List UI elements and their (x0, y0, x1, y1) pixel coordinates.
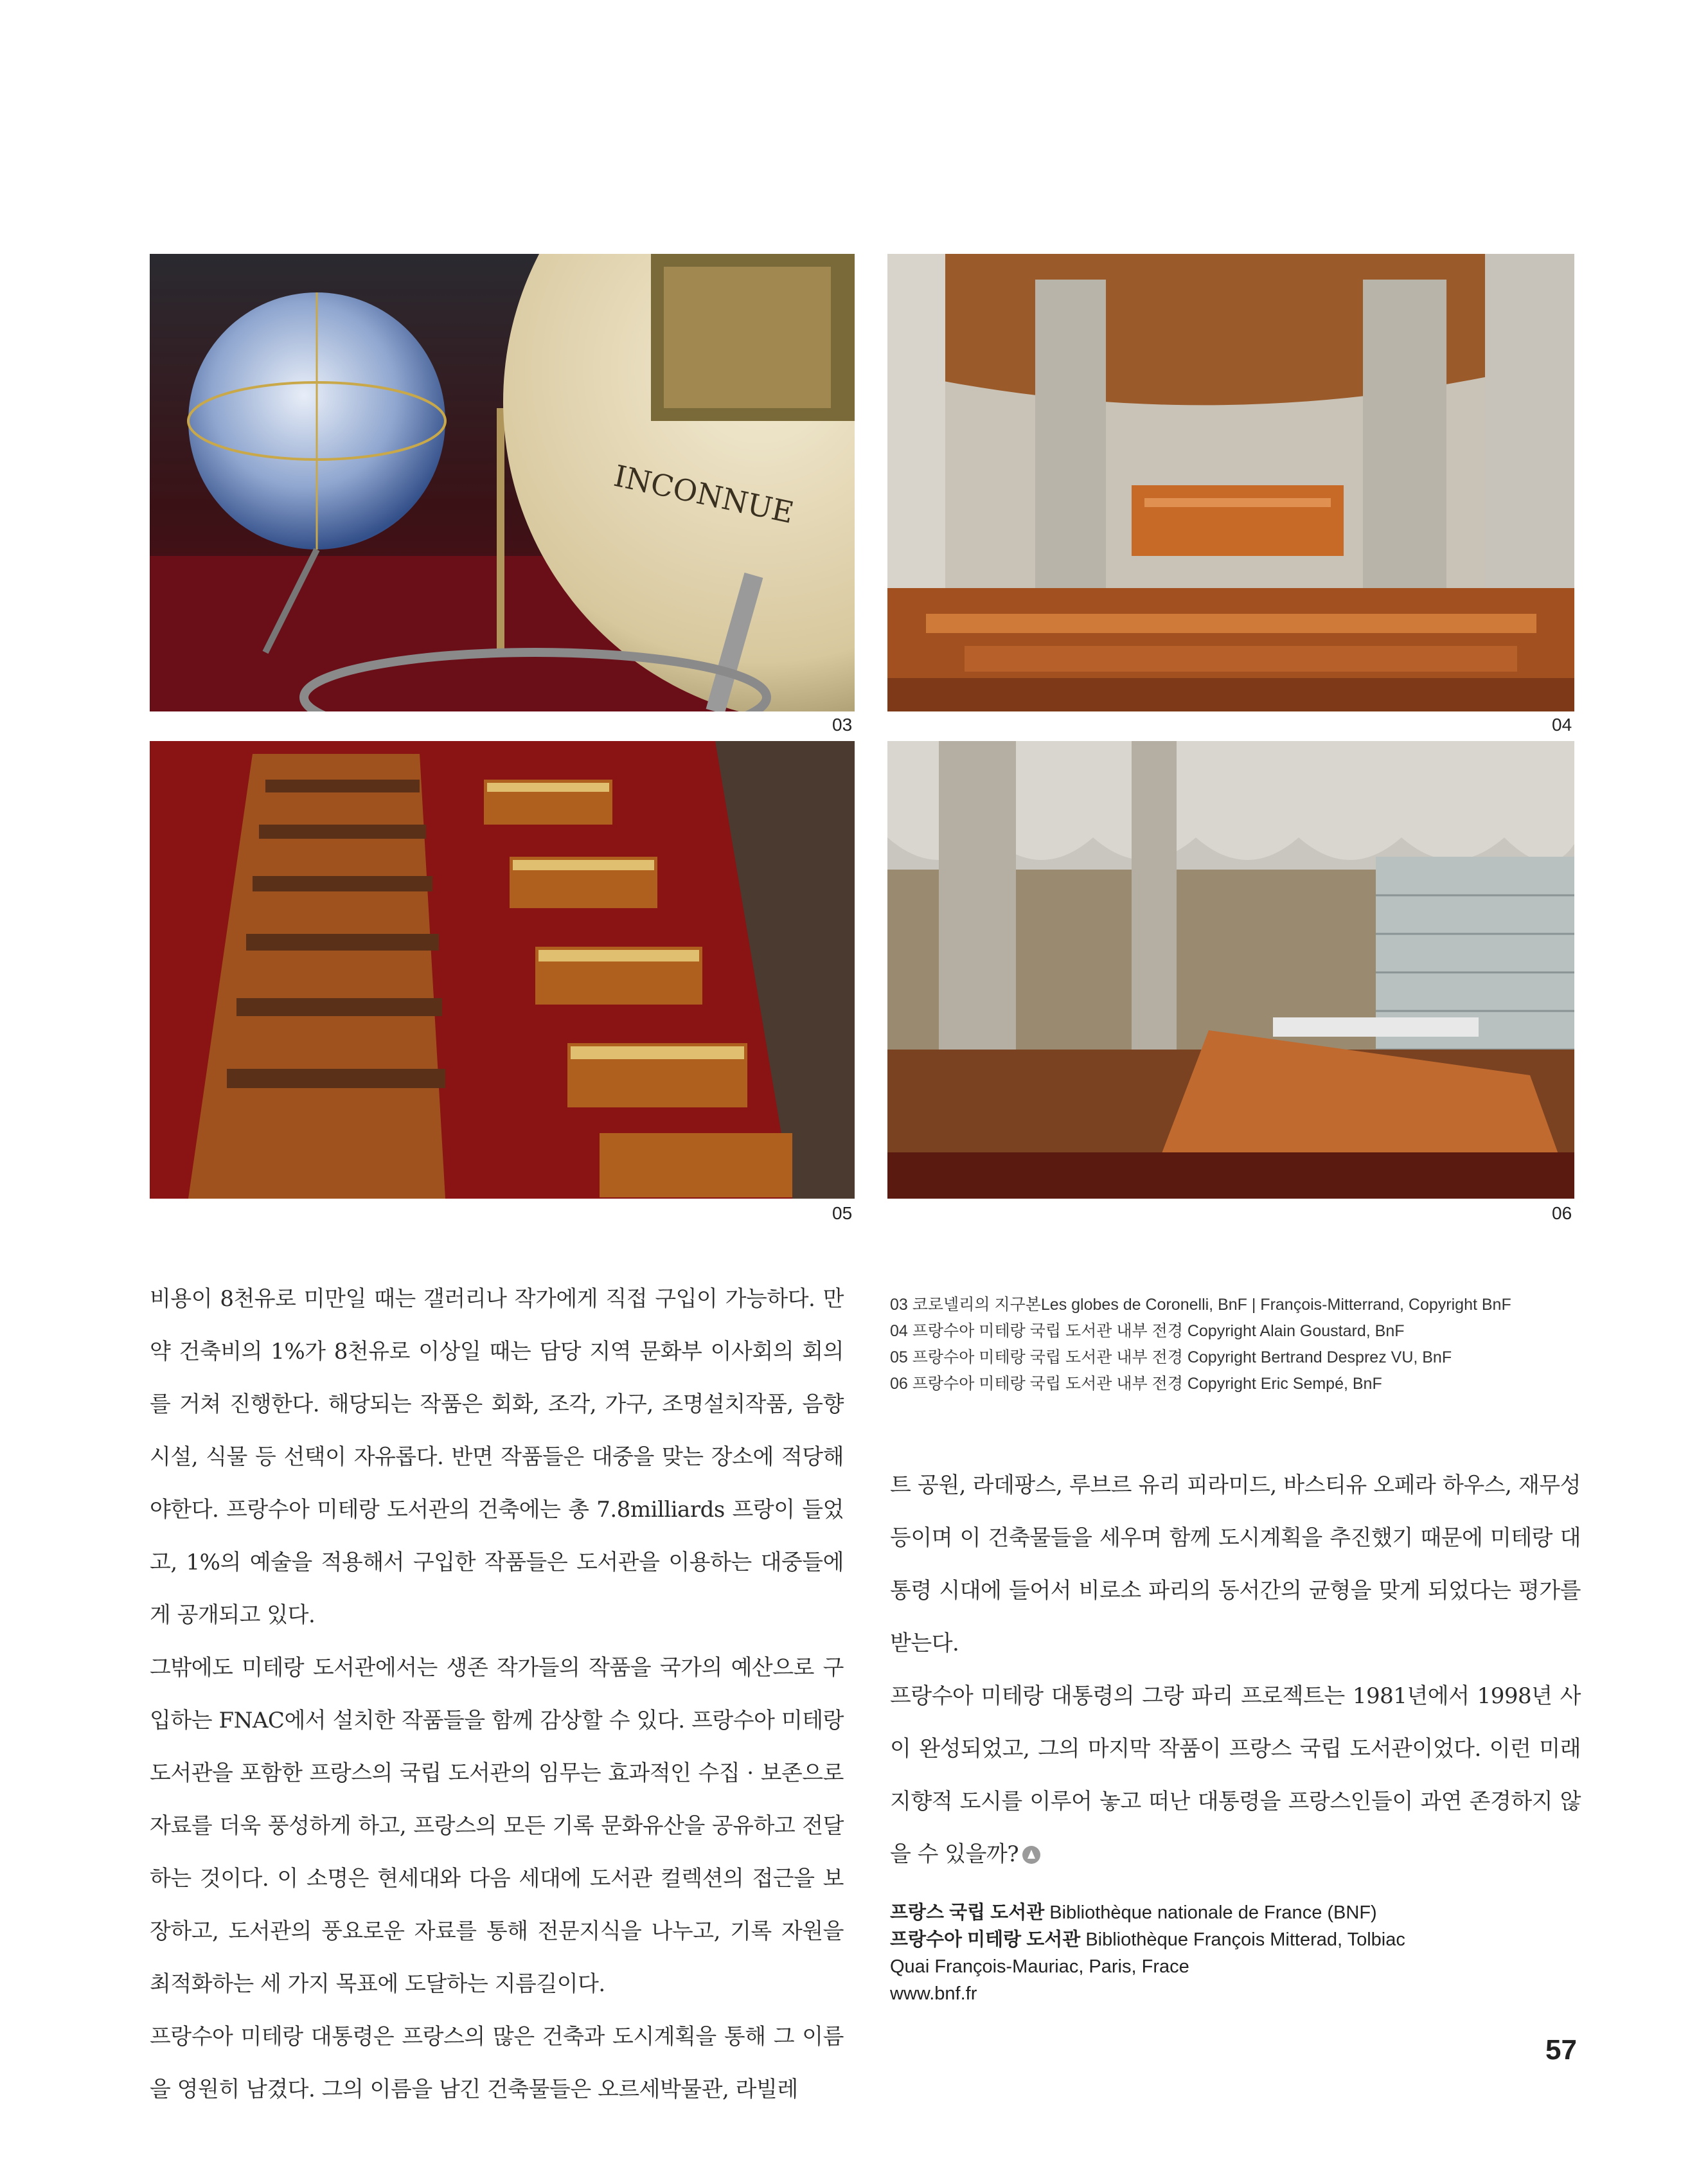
info-line-1 (890, 1899, 1584, 1926)
photo-number: 06 (1552, 1203, 1572, 1223)
caption-04: 04 프랑수아 미테랑 국립 도서관 내부 전경 Copyright Alain Goustard, BnF (890, 1322, 1405, 1340)
library-info (890, 1899, 1584, 2007)
photo-03-globes (150, 254, 855, 711)
caption-03: 03 코로넬리의 지구본Les globes de Coronelli, BnF | François-Mitterrand, Copyright BnF (890, 1296, 1511, 1314)
photo-number: 04 (1552, 715, 1572, 735)
globe-inscription: INCONNUE (610, 458, 797, 530)
caption-05: 05 프랑수아 미테랑 국립 도서관 내부 전경 Copyright Bertrand Desprez VU, BnF (890, 1348, 1452, 1366)
paragraph: 프랑수아 미테랑 대통령은 프랑스의 많은 건축과 도시계획을 통해 그 이름을 영원히 남겼다. 그의 이름을 남긴 건축물들은 오르세박물관, 라빌레 (150, 2024, 844, 2102)
end-mark-icon (1022, 1846, 1040, 1864)
photo-number: 03 (832, 715, 853, 735)
paragraph: 트 공원, 라데팡스, 루브르 유리 피라미드, 바스티유 오페라 하우스, 재무성 등이며 이 건축물들을 세우며 함께 도시계획을 추진했기 때문에 미테랑 대통령 시대에 들어서 비로소 파리의 동서간의 균형을 맞게 되었다는 평가를 받는다. (890, 1472, 1581, 1656)
info-name-ko: 프랑스 국립 도서관 (890, 1902, 1045, 1923)
paragraph: 그밖에도 미테랑 도서관에서는 생존 작가들의 작품을 국가의 예산으로 구입하는 FNAC에서 설치한 작품들을 함께 감상할 수 있다. 프랑수아 미테랑 도서관을 포함한 프랑스의 국립 도서관의 임무는 효과적인 수집 · 보존으로 자료를 더욱 풍성하게 하고, 프랑스의 모든 기록 문화유산을 공유하고 전달하는 것이다. 이 소명은 현세대와 다음 세대에 도서관 컬렉션의 접근을 보장하고, 도서관의 풍요로운 자료를 통해 전문지식을 나누고, 기록 자원을 최적화하는 세 가지 목표에 도달하는 지름길이다. (150, 1655, 844, 1997)
paragraph-text: 프랑수아 미테랑 대통령의 그랑 파리 프로젝트는 1981년에서 1998년 사이 완성되었고, 그의 마지막 작품이 프랑스 국립 도서관이었다. 이런 미래 지향적 도시를 이루어 놓고 떠난 대통령을 프랑스인들이 과연 존경하지 않을 수 있을까? (890, 1683, 1581, 1867)
photo-05-overhead-reading-room (150, 741, 855, 1199)
photo-captions (890, 1292, 1584, 1397)
info-name-fr: Bibliothèque nationale de France (BNF) (1044, 1902, 1377, 1923)
photo-06-canopy-reading-room (887, 741, 1574, 1199)
left-body-column (150, 1273, 844, 2116)
paragraph (890, 1670, 1581, 1881)
info-website: www.bnf.fr (890, 1983, 977, 2004)
info-address: Quai François-Mauriac, Paris, Frace (890, 1956, 1189, 1977)
info-line-2 (890, 1926, 1584, 1953)
page-number: 57 (1545, 2034, 1577, 2066)
photo-04-reading-room (887, 254, 1574, 711)
paragraph: 비용이 8천유로 미만일 때는 갤러리나 작가에게 직접 구입이 가능하다. 만약 건축비의 1%가 8천유로 이상일 때는 담당 지역 문화부 이사회의 회의를 거쳐 진행한다. 해당되는 작품은 회화, 조각, 가구, 조명설치작품, 음향 시설, 식물 등 선택이 자유롭다. 반면 작품들은 대중을 맞는 장소에 적당해야한다. 프랑수아 미테랑 도서관의 건축에는 총 7.8milliards 프랑이 들었고, 1%의 예술을 적용해서 구입한 작품들은 도서관을 이용하는 대중들에게 공개되고 있다. (150, 1286, 844, 1628)
photo-number: 05 (832, 1203, 853, 1223)
info-branch-fr: Bibliothèque François Mitterad, Tolbiac (1080, 1929, 1405, 1950)
caption-06: 06 프랑수아 미테랑 국립 도서관 내부 전경 Copyright Eric Sempé, BnF (890, 1375, 1382, 1393)
info-branch-ko: 프랑수아 미테랑 도서관 (890, 1929, 1081, 1950)
right-body-column (890, 1459, 1581, 1881)
